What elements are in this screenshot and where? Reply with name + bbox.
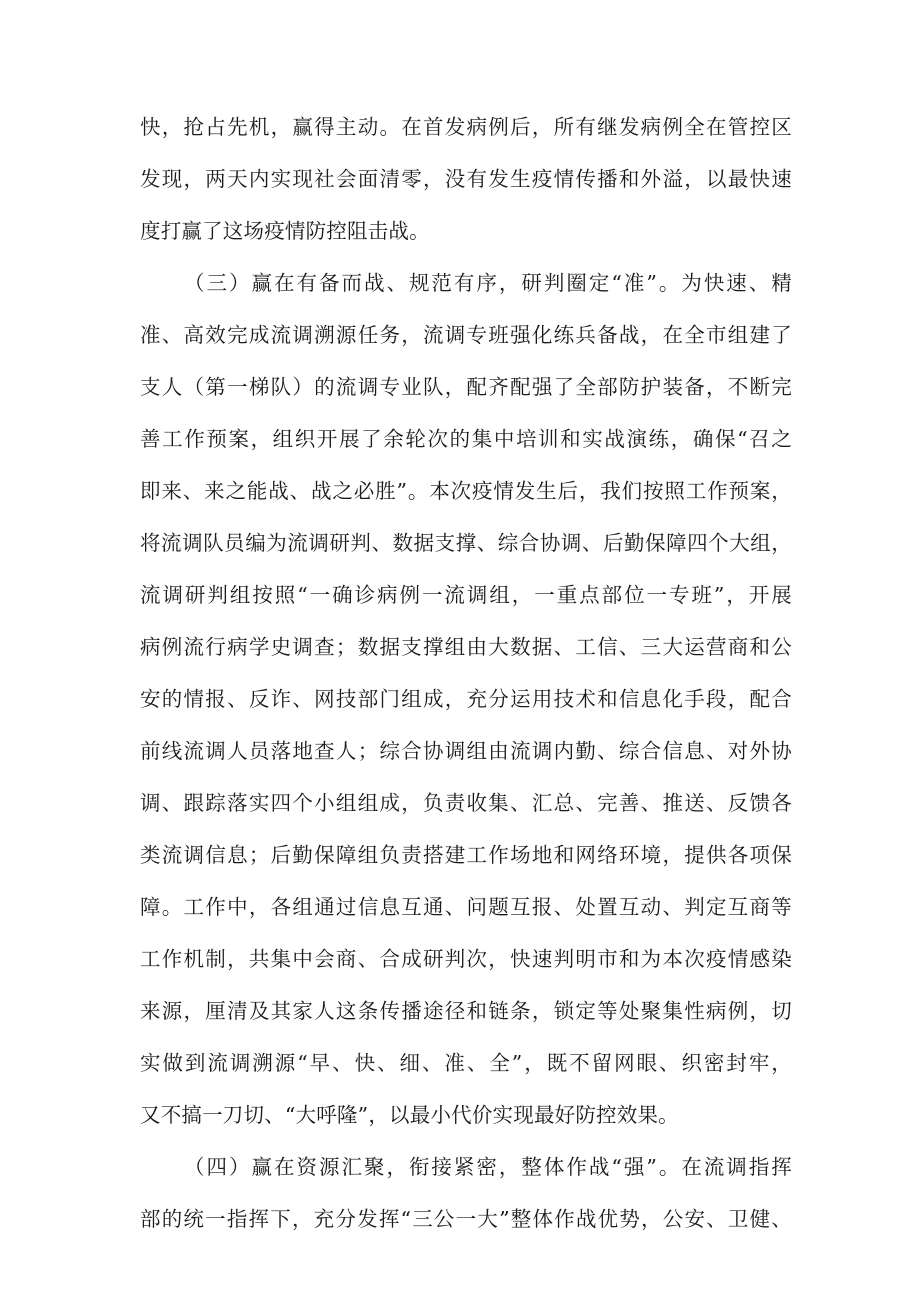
paragraph-2-line-16: 实做到流调溯源“早、快、细、准、全”，既不留网眼、织密封牢，	[140, 1051, 792, 1075]
paragraph-2-line-14: 工作机制，共集中会商、合成研判次，快速判明市和为本次疫情感染	[140, 947, 792, 971]
paragraph-2-line-4: 善工作预案，组织开展了余轮次的集中培训和实战演练，确保“召之	[140, 427, 792, 451]
paragraph-2-line-15: 来源，厘清及其家人这条传播途径和链条，锁定等处聚集性病例，切	[140, 999, 792, 1023]
paragraph-2-line-7: 流调研判组按照“一确诊病例一流调组，一重点部位一专班”，开展	[140, 583, 792, 607]
paragraph-3-line-2: 部的统一指挥下，充分发挥“三公一大”整体作战优势，公安、卫健、	[140, 1207, 792, 1231]
paragraph-2-line-3: 支人（第一梯队）的流调专业队，配齐配强了全部防护装备，不断完	[140, 375, 792, 399]
paragraph-2-line-9: 安的情报、反诈、网技部门组成，充分运用技术和信息化手段，配合	[140, 687, 792, 711]
paragraph-3-line-1: （四）赢在资源汇聚，衔接紧密，整体作战“强”。在流调指挥	[184, 1155, 792, 1179]
paragraph-2-line-11: 调、跟踪落实四个小组组成，负责收集、汇总、完善、推送、反馈各	[140, 791, 792, 815]
paragraph-2-line-17: 又不搞一刀切、“大呼隆”，以最小代价实现最好防控效果。	[140, 1103, 679, 1127]
paragraph-2-line-1: （三）赢在有备而战、规范有序，研判圈定“准”。为快速、精	[184, 271, 792, 295]
paragraph-2-line-10: 前线流调人员落地查人；综合协调组由流调内勤、综合信息、对外协	[140, 739, 792, 763]
paragraph-2-line-12: 类流调信息；后勤保障组负责搭建工作场地和网络环境，提供各项保	[140, 843, 792, 867]
paragraph-2-line-5: 即来、来之能战、战之必胜”。本次疫情发生后，我们按照工作预案，	[140, 479, 792, 503]
paragraph-2-line-6: 将流调队员编为流调研判、数据支撑、综合协调、后勤保障四个大组，	[140, 531, 792, 555]
paragraph-1-line-3: 度打赢了这场疫情防控阻击战。	[140, 219, 430, 243]
paragraph-2-line-8: 病例流行病学史调查；数据支撑组由大数据、工信、三大运营商和公	[140, 635, 792, 659]
paragraph-2-line-13: 障。工作中，各组通过信息互通、问题互报、处置互动、判定互商等	[140, 895, 792, 919]
paragraph-1-line-1: 快，抢占先机，赢得主动。在首发病例后，所有继发病例全在管控区	[140, 115, 792, 139]
paragraph-2-line-2: 准、高效完成流调溯源任务，流调专班强化练兵备战，在全市组建了	[140, 323, 792, 347]
paragraph-1-line-2: 发现，两天内实现社会面清零，没有发生疫情传播和外溢，以最快速	[140, 167, 792, 191]
